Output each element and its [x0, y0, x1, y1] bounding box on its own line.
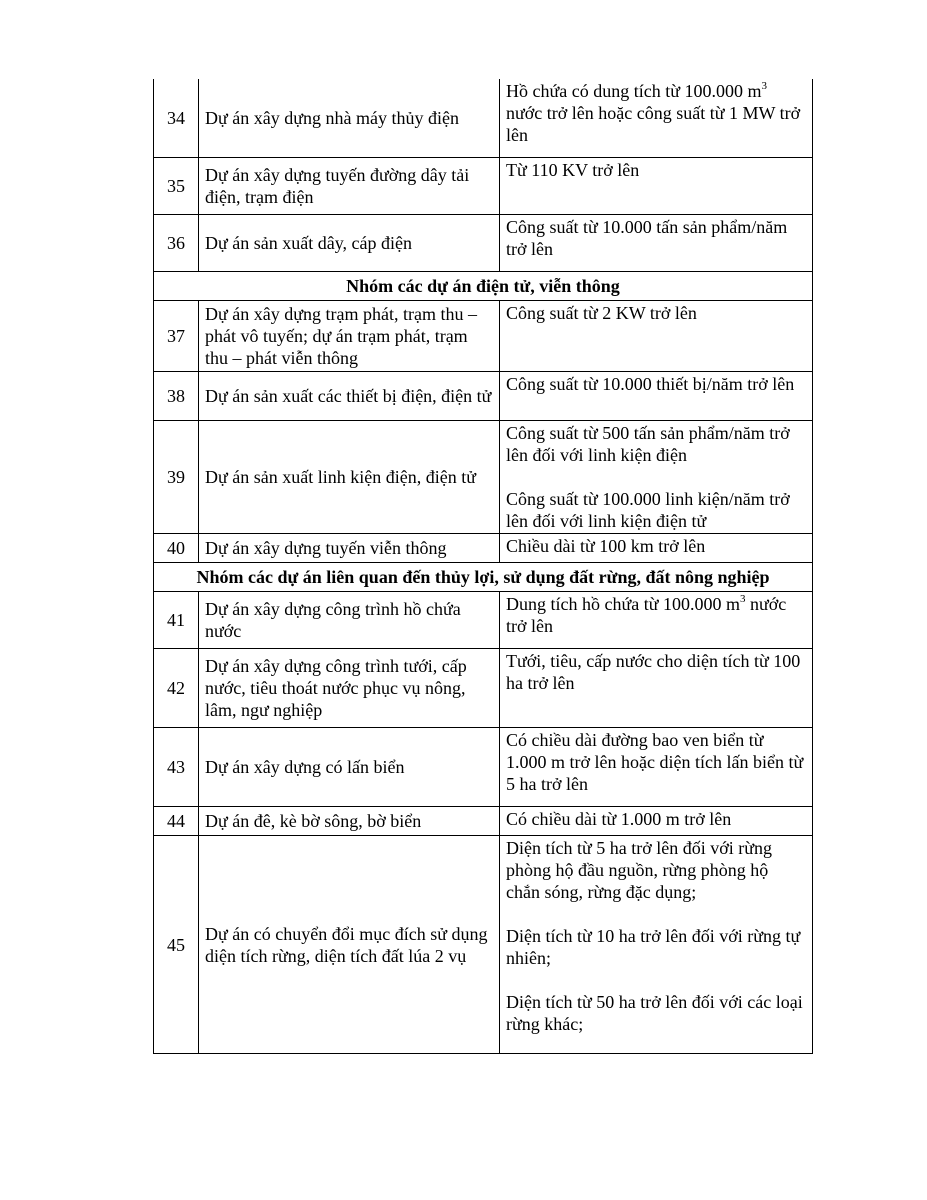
row-number: 40 [154, 534, 199, 563]
row-number: 34 [154, 79, 199, 158]
criteria-cell [500, 301, 813, 372]
row-number: 44 [154, 807, 199, 836]
row-number: 45 [154, 836, 199, 1054]
criteria-text [506, 80, 806, 146]
table-row [154, 215, 813, 272]
project-name: Dự án xây dựng có lấn biển [199, 728, 500, 807]
project-name: Dự án có chuyển đổi mục đích sử dụng diện tích rừng, diện tích đất lúa 2 vụ [199, 836, 500, 1054]
criteria-cell [500, 421, 813, 534]
group-header-row [154, 272, 813, 301]
row-number: 39 [154, 421, 199, 534]
row-number: 35 [154, 158, 199, 215]
criteria-cell [500, 215, 813, 272]
row-number: 36 [154, 215, 199, 272]
table-row [154, 421, 813, 534]
project-name: Dự án xây dựng công trình hồ chứa nước [199, 592, 500, 649]
criteria-text: Có chiều dài từ 1.000 m trở lên [506, 809, 732, 829]
project-name: Dự án sản xuất dây, cáp điện [199, 215, 500, 272]
criteria-text-part: Dung tích hồ chứa từ 100.000 m [506, 594, 740, 614]
criteria-text-part: Hồ chứa có dung tích từ 100.000 m [506, 81, 762, 101]
criteria-text: Diện tích từ 10 ha trở lên đối với rừng tự nhiên; [506, 926, 801, 968]
group-title: Nhóm các dự án liên quan đến thủy lợi, sử dụng đất rừng, đất nông nghiệp [154, 563, 813, 592]
project-name: Dự án xây dựng tuyến đường dây tải điện, trạm điện [199, 158, 500, 215]
table-row [154, 534, 813, 563]
project-criteria-table [153, 79, 813, 1054]
unit-superscript: 3 [761, 80, 767, 92]
table-row [154, 79, 813, 158]
criteria-text [506, 593, 806, 637]
project-name: Dự án xây dựng nhà máy thủy điện [199, 79, 500, 158]
criteria-text-part: nước trở lên [506, 594, 787, 636]
project-name: Dự án sản xuất các thiết bị điện, điện tử [199, 372, 500, 421]
criteria-text: Công suất từ 100.000 linh kiện/năm trở lên đối với linh kiện điện tử [506, 489, 790, 531]
criteria-text: Diện tích từ 50 ha trở lên đối với các loại rừng khác; [506, 992, 803, 1034]
group-title: Nhóm các dự án điện tử, viễn thông [154, 272, 813, 301]
table-row [154, 728, 813, 807]
table-row [154, 372, 813, 421]
criteria-cell [500, 836, 813, 1054]
unit-superscript: 3 [739, 593, 746, 605]
table-body [154, 79, 813, 1054]
criteria-cell [500, 592, 813, 649]
project-name: Dự án xây dựng trạm phát, trạm thu – phát vô tuyến; dự án trạm phát, trạm thu – phát viễn thông [199, 301, 500, 372]
criteria-text: Chiều dài từ 100 km trở lên [506, 536, 706, 556]
row-number: 43 [154, 728, 199, 807]
project-name: Dự án đê, kè bờ sông, bờ biển [199, 807, 500, 836]
table-row [154, 158, 813, 215]
criteria-text: Diện tích từ 5 ha trở lên đối với rừng phòng hộ đầu nguồn, rừng phòng hộ chắn sóng, rừng đặc dụng; [506, 838, 773, 902]
criteria-text: Từ 110 KV trở lên [506, 160, 640, 180]
project-name: Dự án xây dựng công trình tưới, cấp nước, tiêu thoát nước phục vụ nông, lâm, ngư nghiệp [199, 649, 500, 728]
project-name: Dự án xây dựng tuyến viễn thông [199, 534, 500, 563]
table-row [154, 807, 813, 836]
criteria-text: Công suất từ 500 tấn sản phẩm/năm trở lên đối với linh kiện điện [506, 423, 790, 465]
criteria-text-part: nước trở lên hoặc công suất từ 1 MW trở lên [506, 103, 801, 145]
table-row [154, 592, 813, 649]
row-number: 41 [154, 592, 199, 649]
group-header-row [154, 563, 813, 592]
criteria-text: Có chiều dài đường bao ven biển từ 1.000 m trở lên hoặc diện tích lấn biển từ 5 ha trở lên [506, 730, 804, 794]
row-number: 37 [154, 301, 199, 372]
project-name: Dự án sản xuất linh kiện điện, điện tử [199, 421, 500, 534]
criteria-cell [500, 807, 813, 836]
table-row [154, 649, 813, 728]
criteria-text: Tưới, tiêu, cấp nước cho diện tích từ 100 ha trở lên [506, 651, 801, 693]
row-number: 42 [154, 649, 199, 728]
criteria-cell [500, 534, 813, 563]
criteria-text: Công suất từ 2 KW trở lên [506, 303, 697, 323]
criteria-text: Công suất từ 10.000 tấn sản phẩm/năm trở lên [506, 217, 788, 259]
criteria-text: Công suất từ 10.000 thiết bị/năm trở lên [506, 374, 795, 394]
criteria-cell [500, 158, 813, 215]
table-row [154, 301, 813, 372]
criteria-cell [500, 79, 813, 158]
criteria-cell [500, 728, 813, 807]
criteria-cell [500, 649, 813, 728]
table-row [154, 836, 813, 1054]
criteria-cell [500, 372, 813, 421]
row-number: 38 [154, 372, 199, 421]
